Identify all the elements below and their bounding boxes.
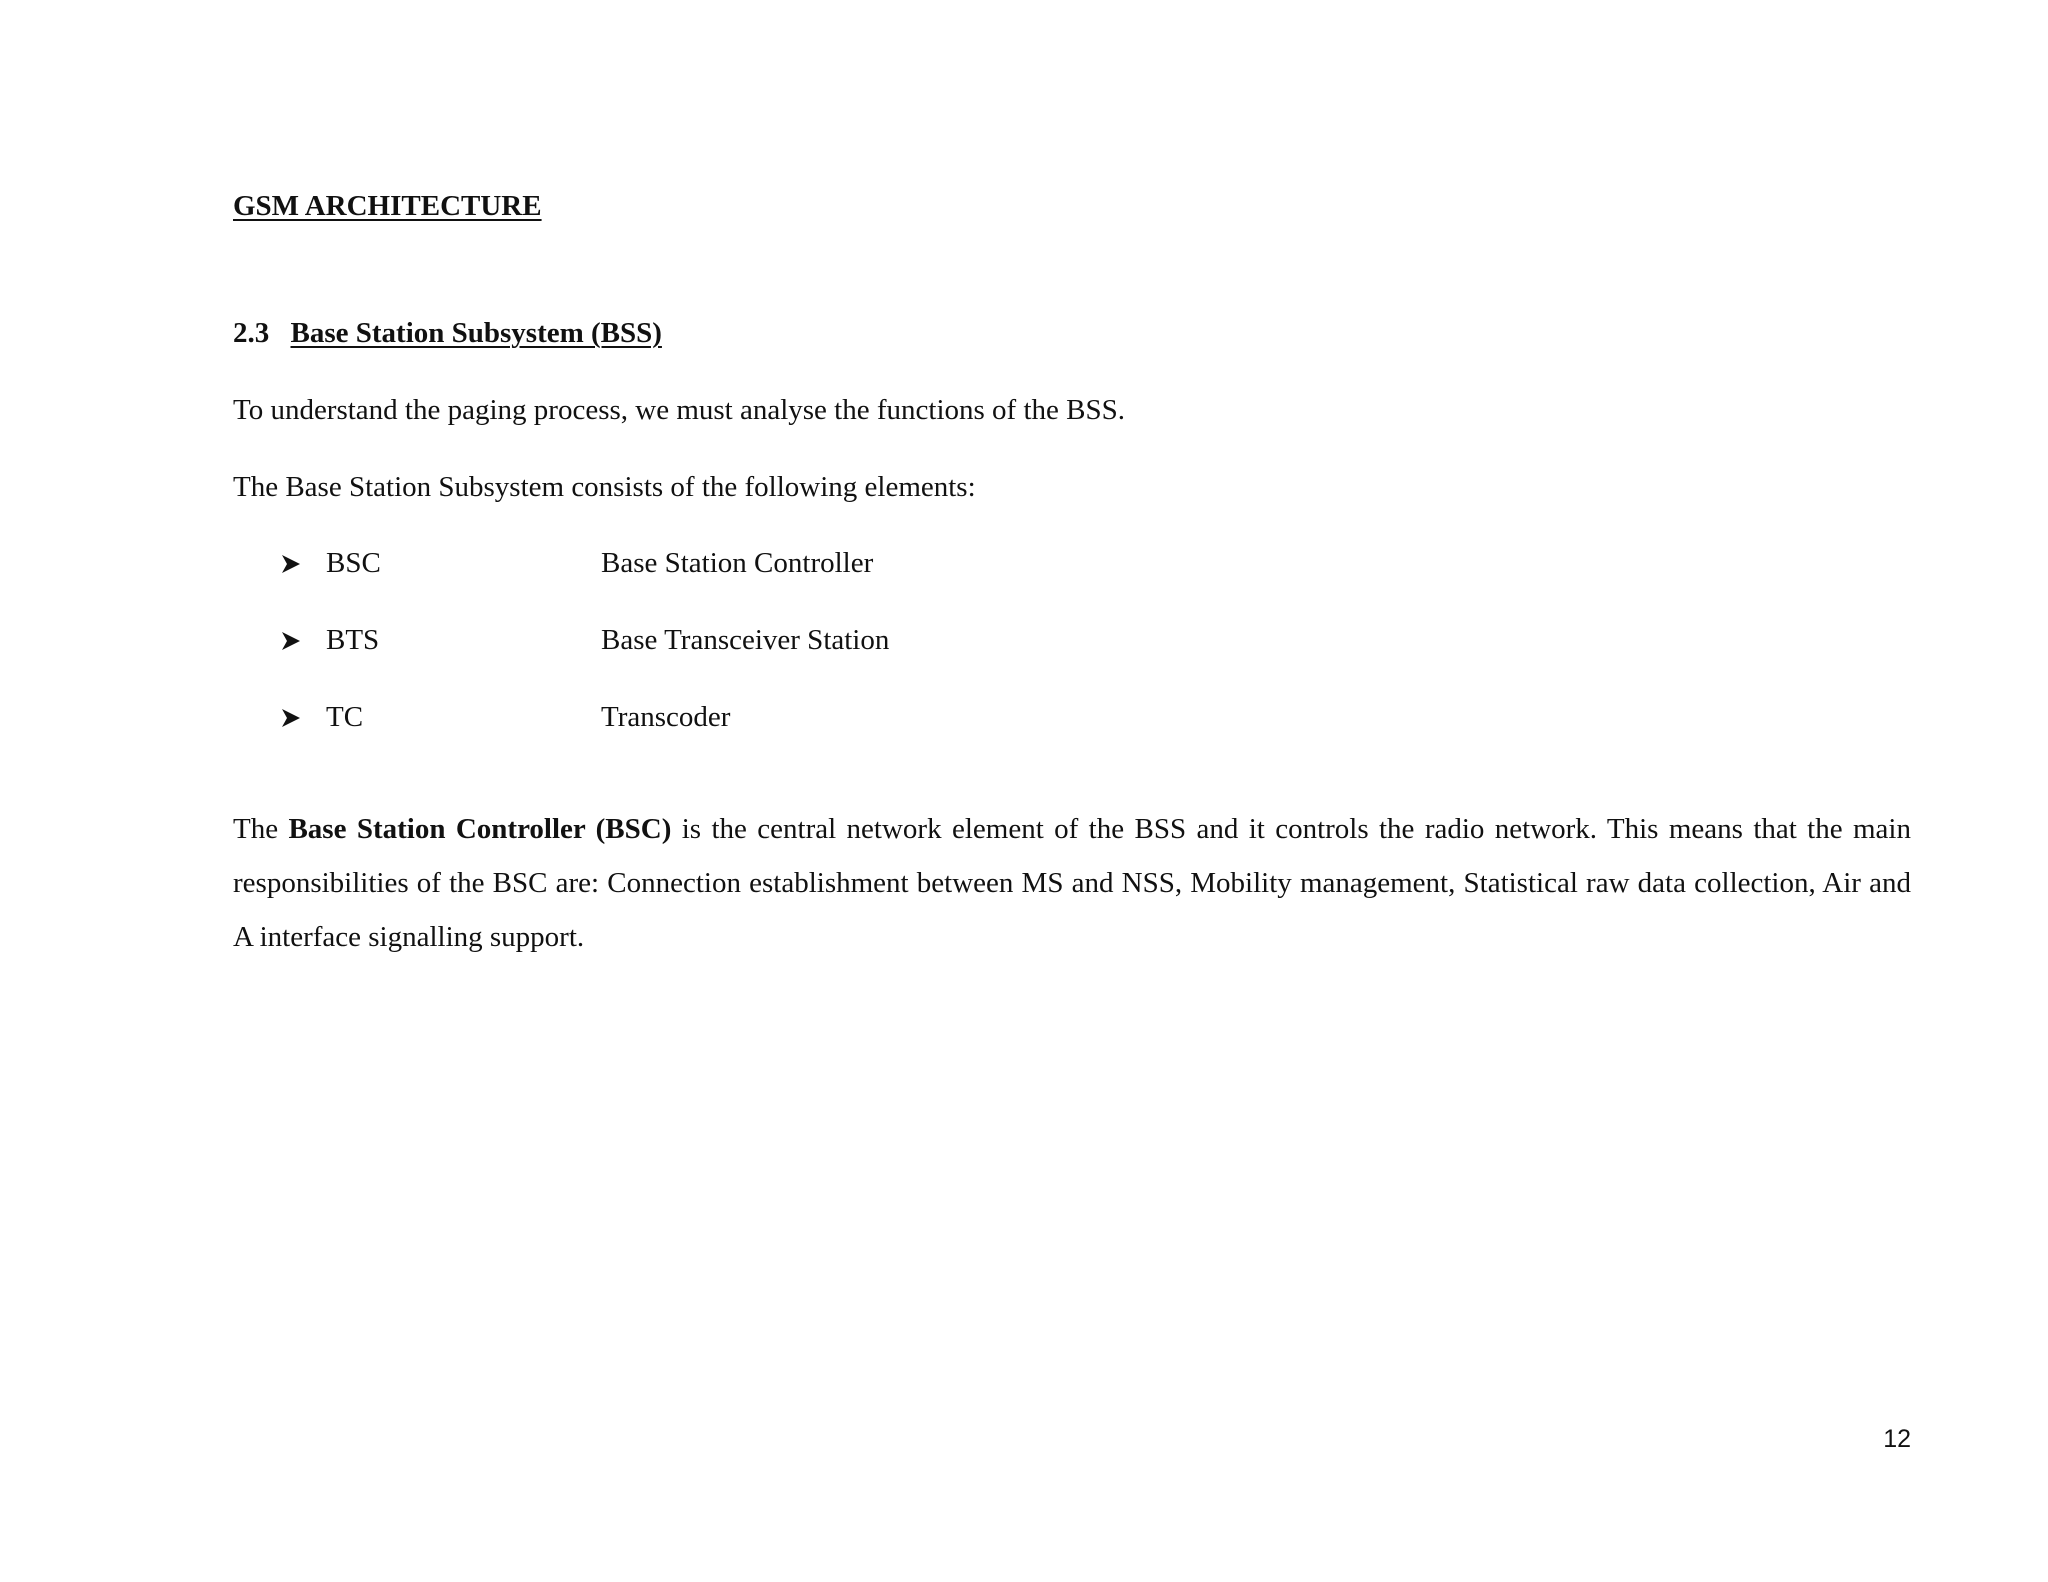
- element-abbreviation: BTS: [326, 624, 380, 656]
- bsc-description-paragraph: [233, 802, 1911, 964]
- element-full-name: Base Station Controller: [601, 547, 874, 579]
- section-heading: [233, 313, 662, 353]
- bsc-term: Base Station Controller (BSC): [288, 813, 672, 845]
- intro-paragraph: To understand the paging process, we must analyse the functions of the BSS.: [233, 394, 1125, 426]
- elements-intro-paragraph: The Base Station Subsystem consists of the following elements:: [233, 471, 976, 503]
- bsc-paragraph-body: is the central network element of the BSS and it controls the radio network. This means that the main responsibilities of the BSC are: Connection establishment between MS and NSS, Mobility management, Statistical raw data collection, Air and A interface signalling support.: [233, 813, 1911, 953]
- section-title: Base Station Subsystem (BSS): [290, 317, 662, 349]
- bsc-paragraph-prefix: The: [233, 813, 289, 845]
- arrowhead-bullet-icon: [280, 553, 302, 575]
- element-abbreviation: BSC: [326, 547, 381, 579]
- arrowhead-bullet-icon: [280, 707, 302, 729]
- element-full-name: Base Transceiver Station: [601, 624, 890, 656]
- element-full-name: Transcoder: [601, 701, 731, 733]
- element-abbreviation: TC: [326, 701, 364, 733]
- document-title: GSM ARCHITECTURE: [233, 190, 542, 222]
- arrowhead-bullet-icon: [280, 630, 302, 652]
- section-number: 2.3: [233, 317, 270, 349]
- page-number: 12: [1883, 1425, 1911, 1453]
